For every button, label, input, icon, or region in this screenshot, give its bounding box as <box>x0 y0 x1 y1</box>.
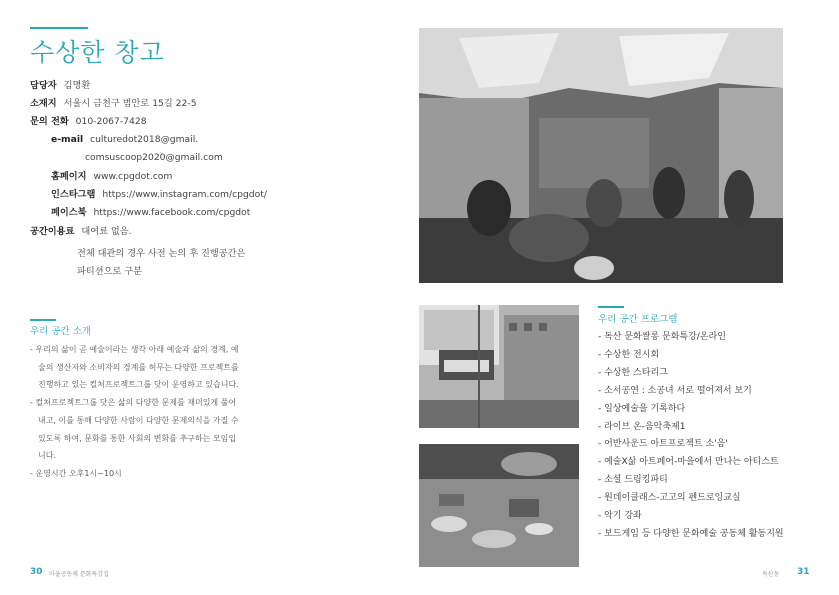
program-item: - 원데이클래스-고고의 펜드로잉교실 <box>598 493 741 504</box>
intro-text <box>30 341 260 483</box>
intro-line: - 컬쳐프로젝트그룹 닷은 삶의 다양한 문제를 재미있게 풀어 <box>30 398 237 408</box>
email-label: e-mail <box>51 134 84 145</box>
email-value-1: culturedot2018@gmail. <box>90 134 199 145</box>
program-item: - 수상한 전시회 <box>598 349 660 360</box>
program-item: - 소셜 드링킹파티 <box>598 475 668 486</box>
page-number-left: 30 <box>30 567 43 577</box>
program-item: - 라이브 온-음악축제1 <box>598 421 686 432</box>
email-value-2: comsuscoop2020@gmail.com <box>85 152 223 163</box>
fee-note-2: 파티션으로 구분 <box>77 266 143 277</box>
program-item: - 독산 문화쌀롱 문화특강/온라인 <box>598 332 726 342</box>
building-exterior-photo <box>419 305 579 428</box>
facebook-link[interactable]: https://www.facebook.com/cpgdot <box>93 207 251 218</box>
contact-label: 문의 전화 <box>30 116 69 127</box>
instagram-link[interactable]: https://www.instagram.com/cpgdot/ <box>102 189 267 200</box>
program-heading: 우리 공간 프로그램 <box>598 314 678 325</box>
fee-value: 대여료 없음. <box>81 226 132 237</box>
email-row <box>51 131 198 149</box>
homepage-link[interactable]: www.cpgdot.com <box>93 171 173 182</box>
email-row-2 <box>85 149 223 167</box>
title-accent-line <box>30 27 88 29</box>
facebook-label: 페이스북 <box>51 207 87 218</box>
intro-heading: 우리 공간 소개 <box>30 326 92 337</box>
manager-label: 담당자 <box>30 80 57 91</box>
fee-row <box>30 223 132 241</box>
intro-accent-line <box>30 319 56 321</box>
intro-line: 있도록 하여, 문화를 통한 사회의 변화를 추구하는 모임입 <box>38 433 237 443</box>
program-item: - 보드게임 등 다양한 문화예술 공동체 활동지원 <box>598 528 784 539</box>
instagram-label: 인스타그램 <box>51 189 96 200</box>
program-item: - 수상한 스타리그 <box>598 367 668 378</box>
facebook-row <box>51 204 250 222</box>
intro-line: 술의 생산자와 소비자의 경계를 허무는 다양한 프로젝트를 <box>38 362 239 372</box>
manager-row <box>30 77 90 95</box>
instagram-row <box>51 186 267 204</box>
intro-line: - 우리의 삶이 곧 예술이라는 생각 아래 예술과 삶의 경계, 예 <box>30 345 239 354</box>
program-item: - 일상예술을 기록하다 <box>598 403 686 414</box>
footer-text-right: 독산동 <box>762 571 780 578</box>
location-value: 서울시 금천구 범안로 15길 22-5 <box>63 98 197 109</box>
program-item: - 소서공연 : 소공녀 서로 떨어져서 보기 <box>598 385 752 396</box>
location-row <box>30 95 197 113</box>
page-title: 수상한 창고 <box>30 38 165 67</box>
intro-line: 니다. <box>38 451 56 461</box>
location-label: 소재지 <box>30 98 57 109</box>
manager-value: 김명환 <box>63 80 91 91</box>
fee-label: 공간이용료 <box>30 226 75 237</box>
homepage-label: 홈페이지 <box>51 171 87 182</box>
program-accent-line <box>598 306 624 308</box>
cafe-interior-photo <box>419 28 783 283</box>
homepage-row <box>51 168 172 186</box>
fee-note-1: 전체 대관의 경우 사전 논의 후 진행공간은 <box>77 248 246 259</box>
program-list <box>598 329 784 544</box>
program-item: - 예술X삶 아트페어-마을에서 만나는 아티스트 <box>598 457 779 468</box>
intro-line: 내고, 이를 통해 다양한 사람이 다양한 문제의식을 가질 수 <box>38 415 239 425</box>
contact-value: 010-2067-7428 <box>75 116 147 127</box>
workshop-table-photo <box>419 444 579 567</box>
contact-row <box>30 113 147 131</box>
intro-line: 진행하고 있는 컬쳐프로젝트그룹 닷이 운영하고 있습니다. <box>38 380 239 390</box>
program-item: - 악기 강좌 <box>598 511 642 522</box>
page-number-right: 31 <box>797 567 810 577</box>
intro-line: - 운영시간 오후1시~10시 <box>30 468 122 478</box>
program-item: - 어반사운드 아트프로젝트 소'음' <box>598 439 728 450</box>
footer-text-left: 마을공동체 문화특강집 <box>49 571 109 578</box>
